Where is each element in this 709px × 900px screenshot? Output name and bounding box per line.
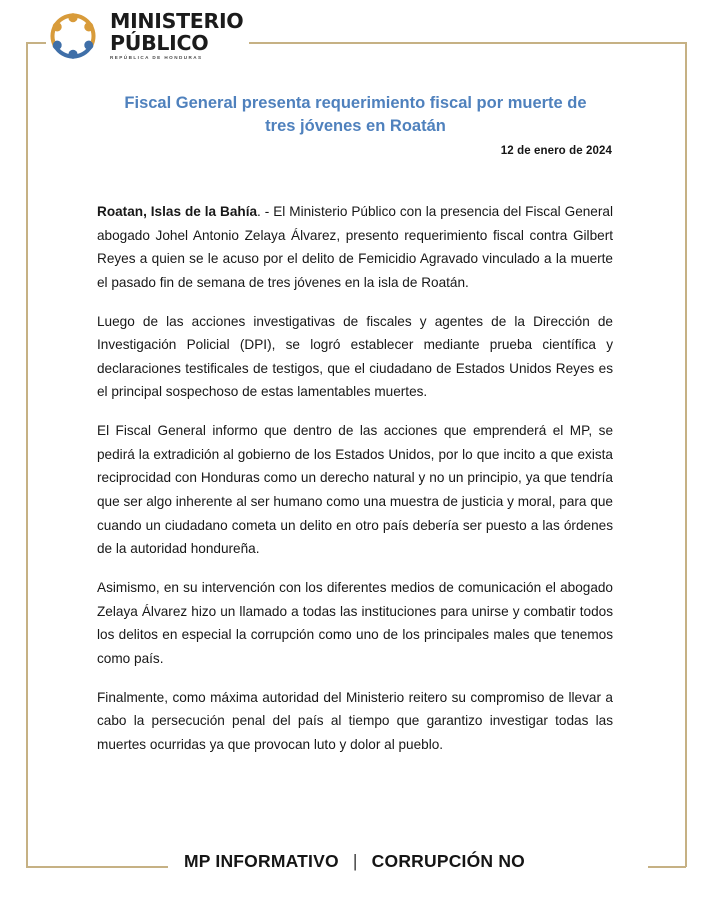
paragraph: Finalmente, como máxima autoridad del Ministerio reitero su compromiso de llevar a cabo la persecución penal del país al tiempo que garantizo investigar todas las muertes ocurridas ya que provocan luto y dolor al pueblo. [97, 689, 613, 752]
paragraph: Asimismo, en su intervención con los diferentes medios de comunicación el abogado Zelaya Álvarez hizo un llamado a todas las instituciones para unirse y combatir todos los delitos en especial la corrupción como uno de los principales males que tenemos como país. [97, 579, 613, 666]
dateline: Roatan, Islas de la Bahía [97, 204, 258, 219]
footer-slogan-left: MP INFORMATIVO [184, 851, 339, 871]
paragraph-text: . - El Ministerio Público con la presencia del Fiscal General abogado Johel Antonio Zelaya Álvarez, presento requerimiento fiscal contra Gilbert Reyes a quien se le acuso por el delito de Femicidio Agravado vinculado a la muerte el pasado fin de semana de tres jóvenes en la isla de Roatán. [97, 204, 613, 290]
frame-border-right [685, 42, 687, 867]
institution-subtitle: REPÚBLICA DE HONDURAS [110, 55, 203, 61]
paragraph: El Fiscal General informo que dentro de las acciones que emprenderá el MP, se pedirá la extradición al gobierno de los Estados Unidos, por lo que incito a que exista reciprocidad con Honduras como un derecho natural y no un principio, ya que tendría que ser algo inherente al ser humano como una muestra de justicia y moral, para que cuando un ciudadano cometa un delito en otro país debería ser puesto a las órdenes de la autoridad hondureña. [97, 423, 613, 557]
footer-slogan-inner [168, 851, 541, 872]
paragraph: Luego de las acciones investigativas de fiscales y agentes de la Dirección de Investigación Policial (DPI), se logró establecer mediante prueba científica y declaraciones testificales de testigos, que el ciudadano de Estados Unidos Reyes es el principal sospechoso de estas lamentables muertes. [97, 313, 613, 400]
article-body [97, 200, 613, 756]
frame-border-left [26, 42, 28, 867]
paragraph [97, 200, 613, 295]
institution-header [46, 8, 249, 64]
frame-border-top-right [212, 42, 686, 44]
footer-slogan [0, 851, 709, 872]
publication-date: 12 de enero de 2024 [500, 145, 612, 157]
institution-name-line1: MINISTERIO [110, 9, 244, 34]
institution-wordmark [110, 11, 243, 61]
footer-separator: | [352, 851, 358, 871]
institution-name-line2: PÚBLICO [110, 30, 209, 55]
article-title: Fiscal General presenta requerimiento fiscal por muerte de tres jóvenes en Roatán [124, 94, 587, 136]
footer-slogan-right: CORRUPCIÓN NO [371, 851, 525, 871]
ring-of-people-logo-icon [46, 8, 100, 64]
